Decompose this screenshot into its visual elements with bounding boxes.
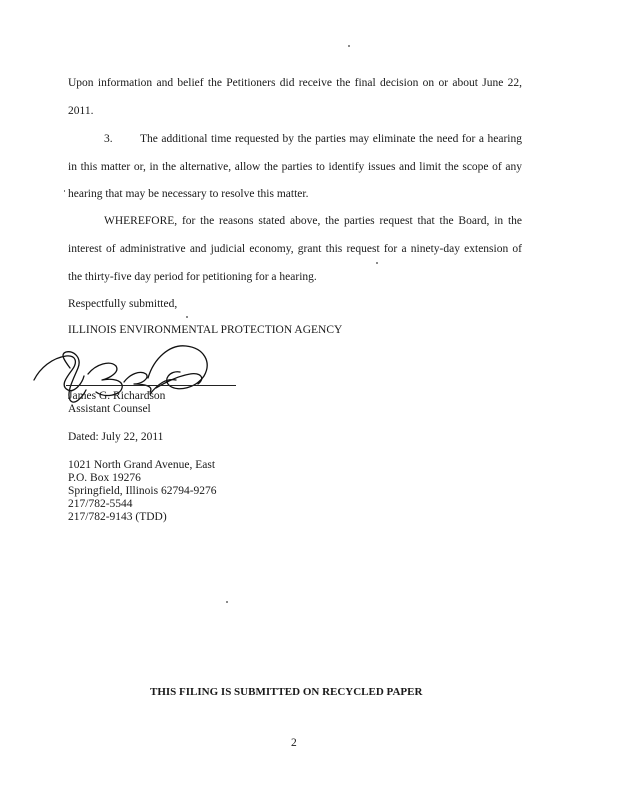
scan-speck (226, 601, 228, 603)
paragraph-2-number: 3. (104, 133, 113, 145)
signature-line (66, 385, 236, 386)
paragraph-2-line-3: hearing that may be necessary to resolve this matter. (68, 188, 309, 200)
tdd-number: 217/782-9143 (TDD) (68, 511, 167, 523)
scan-speck (348, 45, 350, 47)
paragraph-3-line-2: interest of administrative and judicial economy, grant this request for a ninety-day extension of (68, 243, 522, 255)
paragraph-2-line-1: The additional time requested by the parties may eliminate the need for a hearing (140, 133, 522, 145)
agency-name: ILLINOIS ENVIRONMENTAL PROTECTION AGENCY (68, 324, 343, 336)
paragraph-2-line-2: in this matter or, in the alternative, allow the parties to identify issues and limit the scope of any (68, 161, 522, 173)
address-line-2: P.O. Box 19276 (68, 472, 141, 484)
scan-speck (376, 262, 378, 264)
signer-name: James G. Richardson (68, 390, 166, 402)
scan-speck (186, 316, 188, 318)
address-line-3: Springfield, Illinois 62794-9276 (68, 485, 217, 497)
address-line-1: 1021 North Grand Avenue, East (68, 459, 216, 471)
paragraph-1-line-2: 2011. (68, 105, 94, 117)
recycled-paper-notice: THIS FILING IS SUBMITTED ON RECYCLED PAPER (150, 686, 423, 698)
paragraph-1-line-1: Upon information and belief the Petitioners did receive the final decision on or about June 22, (68, 77, 522, 89)
paragraph-3-line-3: the thirty-five day period for petitioning for a hearing. (68, 271, 317, 283)
paragraph-3-line-1: WHEREFORE, for the reasons stated above, the parties request that the Board, in the (104, 215, 522, 227)
page-number: 2 (291, 737, 297, 749)
closing-text: Respectfully submitted, (68, 298, 178, 310)
signer-title: Assistant Counsel (68, 403, 151, 415)
dated-line: Dated: July 22, 2011 (68, 431, 164, 443)
phone-number: 217/782-5544 (68, 498, 133, 510)
scan-speck (64, 190, 65, 192)
